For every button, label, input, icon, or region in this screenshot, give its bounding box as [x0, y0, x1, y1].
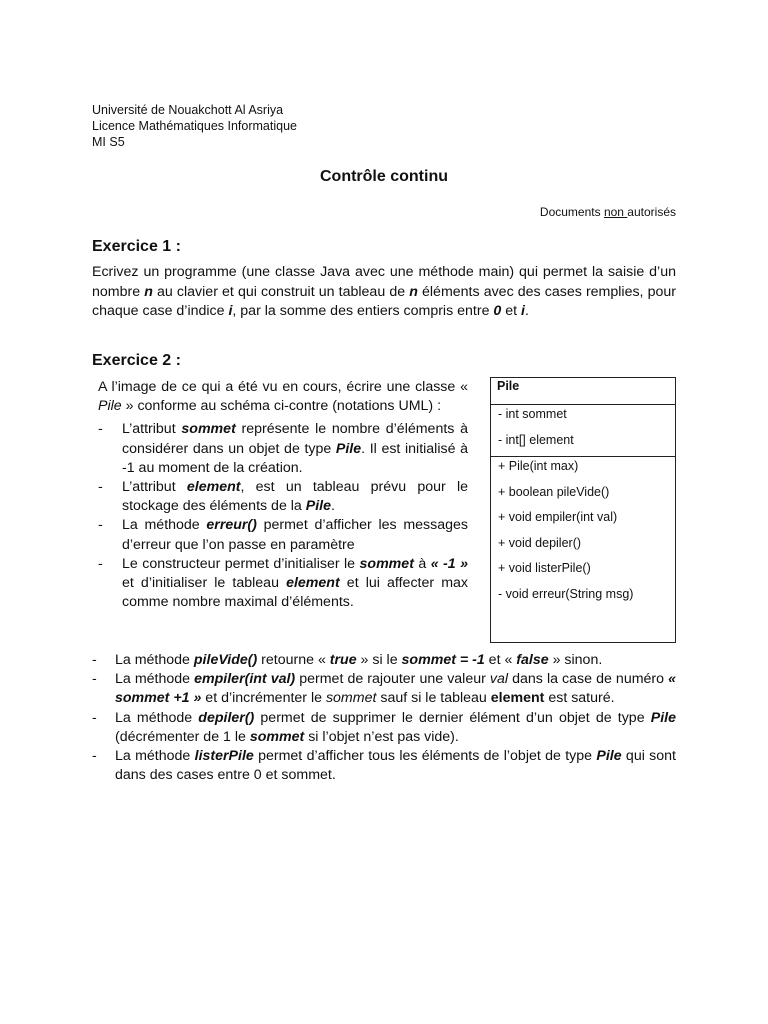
exercise-2-bottom-list	[92, 651, 676, 785]
uml-method: + void depiler()	[498, 535, 582, 550]
header-block	[92, 102, 297, 150]
uml-methods	[491, 457, 675, 610]
program-name: Licence Mathématiques Informatique	[92, 119, 297, 133]
exercise-1-text: Ecrivez un programme (une classe Java avec une méthode main) qui permet la saisie d’un nombre n au clavier et qui construit un tableau de n éléments avec des cases remplies, pour chaque case d’indice i, par la somme des entiers compris entre 0 et i.	[92, 264, 677, 320]
list-item: - L’attribut element, est un tableau prévu pour le stockage des éléments de la Pile.	[98, 478, 468, 516]
list-item: - La méthode empiler(int val) permet de rajouter une valeur val dans la case de numéro « sommet +1 » et d’incrémenter le sommet sauf si le tableau element est saturé.	[92, 670, 676, 708]
uml-method: + void empiler(int val)	[498, 510, 618, 524]
university-name: Université de Nouakchott Al Asriya	[92, 103, 284, 117]
exercise-2-intro: A l’image de ce qui a été vu en cours, écrire une classe « Pile » conforme au schéma ci-contre (notations UML) :	[98, 379, 468, 415]
documents-note	[540, 205, 676, 219]
uml-class-name: Pile	[491, 378, 675, 405]
list-item: - La méthode pileVide() retourne « true » si le sommet = -1 et « false » sinon.	[92, 651, 676, 670]
list-item: - La méthode depiler() permet de supprimer le dernier élément d’un objet de type Pile (décrémenter de 1 le sommet si l’objet n’est pas vide).	[92, 709, 676, 747]
exercise-2-title: Exercice 2 :	[92, 352, 181, 369]
uml-method: + void listerPile()	[498, 561, 591, 575]
page-title: Contrôle continu	[320, 168, 448, 185]
exercise-2-left-column	[98, 378, 468, 612]
uml-attribute: - int sommet	[498, 407, 567, 421]
uml-method: - void erreur(String msg)	[498, 586, 634, 601]
docs-non: non	[603, 205, 628, 219]
uml-class-diagram	[490, 377, 676, 643]
exercise-1-title: Exercice 1 :	[92, 238, 181, 255]
docs-post: autorisés	[627, 205, 676, 219]
uml-attribute: - int[] element	[498, 432, 574, 447]
uml-method: + Pile(int max)	[498, 459, 579, 473]
list-item: - L’attribut sommet représente le nombre d’éléments à considérer dans un objet de type Pile. Il est initialisé à -1 au moment de la création.	[98, 420, 468, 478]
list-item: - Le constructeur permet d’initialiser le sommet à « -1 » et d’initialiser le tableau element et lui affecter max comme nombre maximal d’éléments.	[98, 555, 468, 613]
list-item: - La méthode erreur() permet d’afficher les messages d’erreur que l’on passe en paramètre	[98, 516, 468, 554]
list-item: - La méthode listerPile permet d’afficher tous les éléments de l’objet de type Pile qui sont dans des cases entre 0 et sommet.	[92, 747, 676, 785]
docs-pre: Documents	[539, 205, 604, 219]
semester: MI S5	[92, 135, 125, 149]
uml-method: + boolean pileVide()	[498, 484, 610, 499]
uml-attributes	[491, 405, 675, 457]
